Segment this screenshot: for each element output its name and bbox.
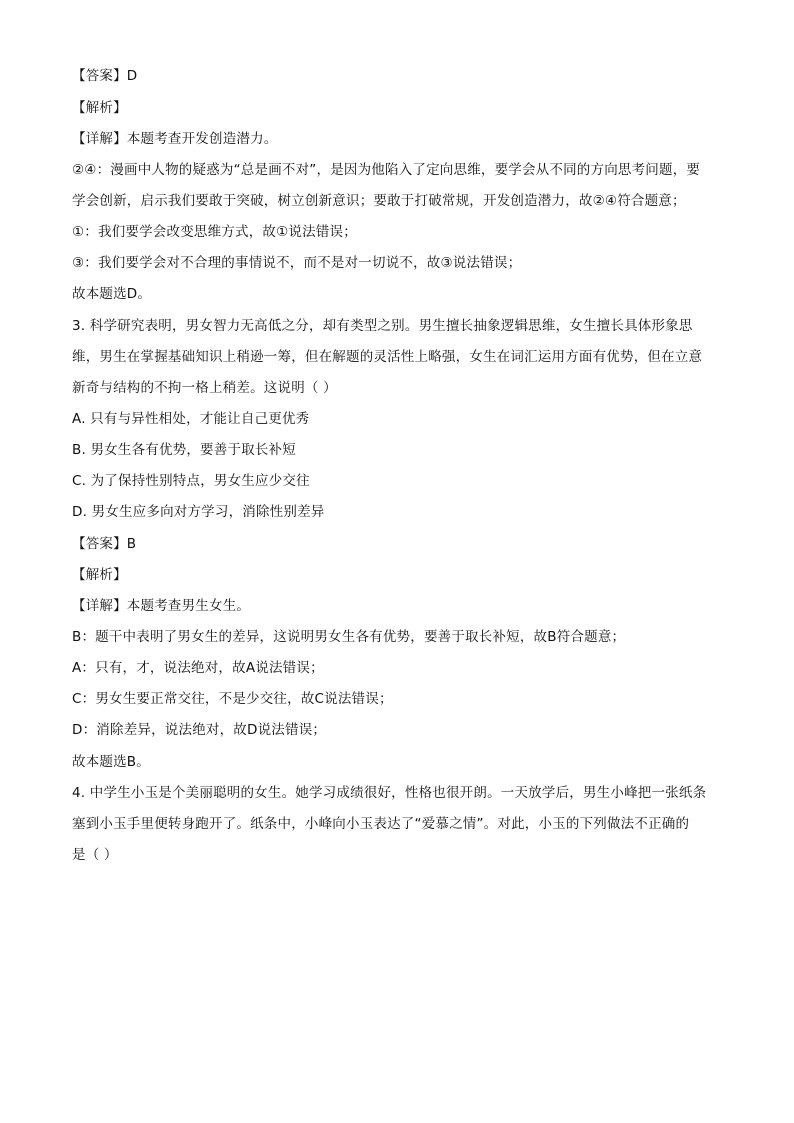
q3-stem-line-1: 3. 科学研究表明，男女智力无高低之分，却有类型之别。男生擅长抽象逻辑思维，女生擅长具体形象思 (72, 318, 693, 334)
q2-explanation-option-1: ①：我们要学会改变思维方式，故①说法错误； (72, 224, 357, 240)
q4-stem-line-2: 塞到小玉手里便转身跑开了。纸条中，小峰向小玉表达了“爱慕之情”。对此，小玉的下列做法不正确的 (72, 816, 690, 832)
q3-stem-line-3: 新奇与结构的不拘一格上稍差。这说明（ ） (72, 380, 337, 396)
q3-option-b: B. 男女生各有优势，要善于取长补短 (72, 442, 296, 458)
q2-conclusion: 故本题选D。 (72, 286, 152, 302)
q3-answer: 【答案】B (72, 536, 137, 552)
q2-explanation-option-3: ③：我们要学会对不合理的事情说不，而不是对一切说不，故③说法错误； (72, 255, 522, 271)
q3-stem-line-2: 维，男生在掌握基础知识上稍逊一筹，但在解题的灵活性上略强，女生在词汇运用方面有优势，但在立意 (72, 349, 703, 365)
q3-option-c: C. 为了保持性别特点，男女生应少交往 (72, 473, 310, 489)
q3-option-d: D. 男女生应多向对方学习，消除性别差异 (72, 504, 325, 520)
q3-conclusion: 故本题选B。 (72, 754, 150, 770)
q3-explanation-b: B：题干中表明了男女生的差异，这说明男女生各有优势，要善于取长补短，故B符合题意； (72, 629, 626, 645)
q3-explanation-c: C：男女生要正常交往，不是少交往，故C说法错误； (72, 691, 393, 707)
q3-explanation-d: D：消除差异，说法绝对，故D说法错误； (72, 722, 327, 738)
q3-analysis-heading: 【解析】 (72, 567, 127, 583)
q2-answer: 【答案】D (72, 68, 138, 84)
q2-explanation-line-1: ②④：漫画中人物的疑惑为“总是画不对”，是因为他陷入了定向思维，要学会从不同的方向思考问题，要 (72, 162, 701, 178)
q2-detail: 【详解】本题考查开发创造潜力。 (72, 131, 278, 147)
q2-explanation-line-2: 学会创新，启示我们要敢于突破，树立创新意识；要敢于打破常规，开发创造潜力，故②④符合题意； (72, 193, 686, 209)
q4-stem-line-1: 4. 中学生小玉是个美丽聪明的女生。她学习成绩很好，性格也很开朗。一天放学后，男生小峰把一张纸条 (72, 785, 707, 801)
q3-detail: 【详解】本题考查男生女生。 (72, 598, 251, 614)
q4-stem-line-3: 是（ ） (72, 847, 118, 863)
q2-analysis-heading: 【解析】 (72, 100, 127, 116)
q3-option-a: A. 只有与异性相处，才能让自己更优秀 (72, 411, 310, 427)
q3-explanation-a: A：只有，才，说法绝对，故A说法错误； (72, 660, 324, 676)
